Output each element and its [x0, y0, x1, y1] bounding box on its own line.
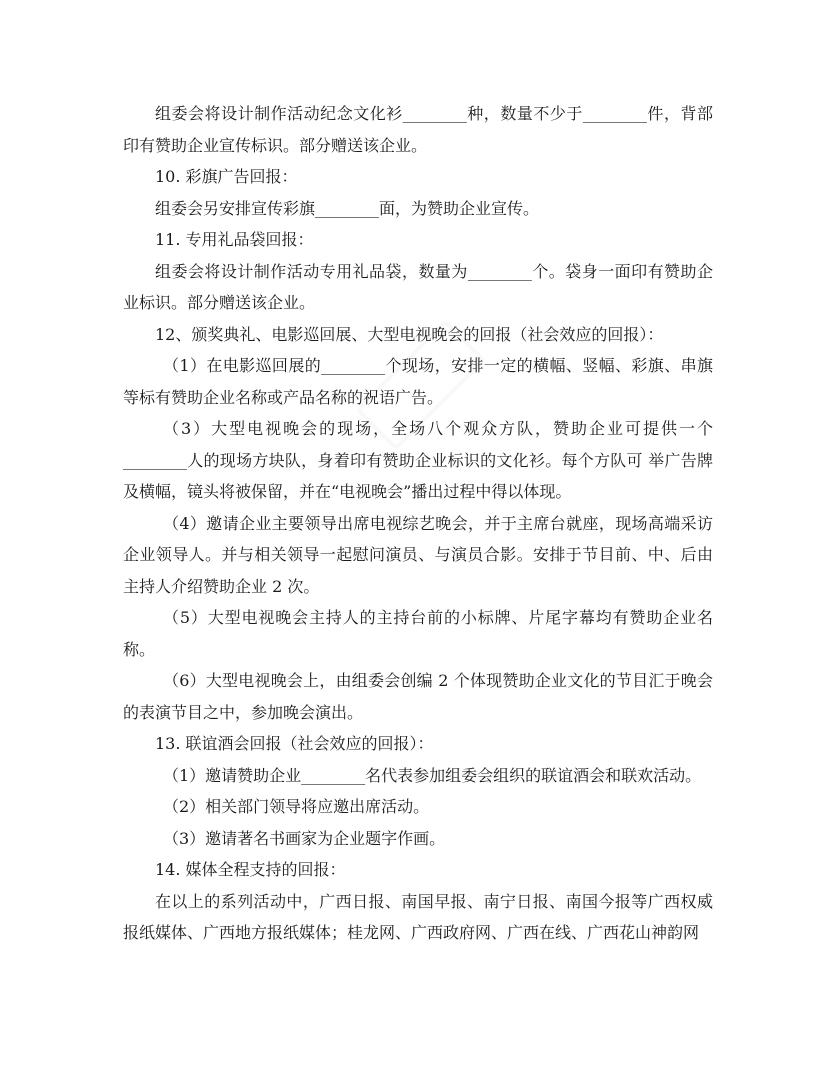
- paragraph: 组委会将设计制作活动专用礼品袋，数量为________个。袋身一面印有赞助企业标识。部分赠送该企业。: [123, 261, 713, 312]
- paragraph: 组委会另安排宣传彩旗________面，为赞助企业宣传。: [155, 198, 540, 218]
- list-item: （2）相关部门领导将应邀出席活动。: [163, 797, 430, 816]
- section-heading: 10. 彩旗广告回报：: [155, 167, 298, 186]
- document-body: [123, 98, 713, 949]
- section-heading: 14. 媒体全程支持的回报：: [155, 860, 346, 879]
- list-item: （3）大型电视晚会的现场，全场八个观众方队，赞助企业可提供一个________人的现场方块队，身着印有赞助企业标识的文化衫。每个方队可 举广告牌及横幅，镜头将被保留，并在“电视晚会”播出过程中得以体现。: [123, 419, 713, 501]
- section-heading: 11. 专用礼品袋回报：: [155, 230, 314, 249]
- list-item: （1）邀请赞助企业________名代表参加组委会组织的联谊酒会和联欢活动。: [163, 765, 702, 785]
- list-item: （5）大型电视晚会主持人的主持台前的小标牌、片尾字幕均有赞助企业名称。: [123, 608, 713, 659]
- list-item: （3）邀请著名书画家为企业题字作画。: [163, 828, 446, 848]
- paragraph: 在以上的系列活动中，广西日报、南国早报、南宁日报、南国今报等广西权威报纸媒体、广西地方报纸媒体；桂龙网、广西政府网、广西在线、广西花山神韵网: [123, 891, 713, 942]
- list-item: （4）邀请企业主要领导出席电视综艺晚会，并于主席台就座，现场高端采访企业领导人。并与相关领导一起慰问演员、与演员合影。安排于节目前、中、后由主持人介绍赞助企业 2 次。: [123, 513, 713, 596]
- list-item: （1）在电影巡回展的________个现场，安排一定的横幅、竖幅、彩旗、串旗等标有赞助企业名称或产品名称的祝语广告。: [123, 356, 713, 407]
- section-heading: 12、颁奖典礼、电影巡回展、大型电视晚会的回报（社会效应的回报）：: [155, 324, 664, 344]
- list-item: （6）大型电视晚会上，由组委会创编 2 个体现赞助企业文化的节目汇于晚会的表演节目之中，参加晚会演出。: [123, 671, 713, 722]
- section-heading: 13. 联谊酒会回报（社会效应的回报）：: [155, 734, 434, 753]
- paragraph: 组委会将设计制作活动纪念文化衫________种，数量不少于________件，背部印有赞助企业宣传标识。部分赠送该企业。: [123, 104, 713, 155]
